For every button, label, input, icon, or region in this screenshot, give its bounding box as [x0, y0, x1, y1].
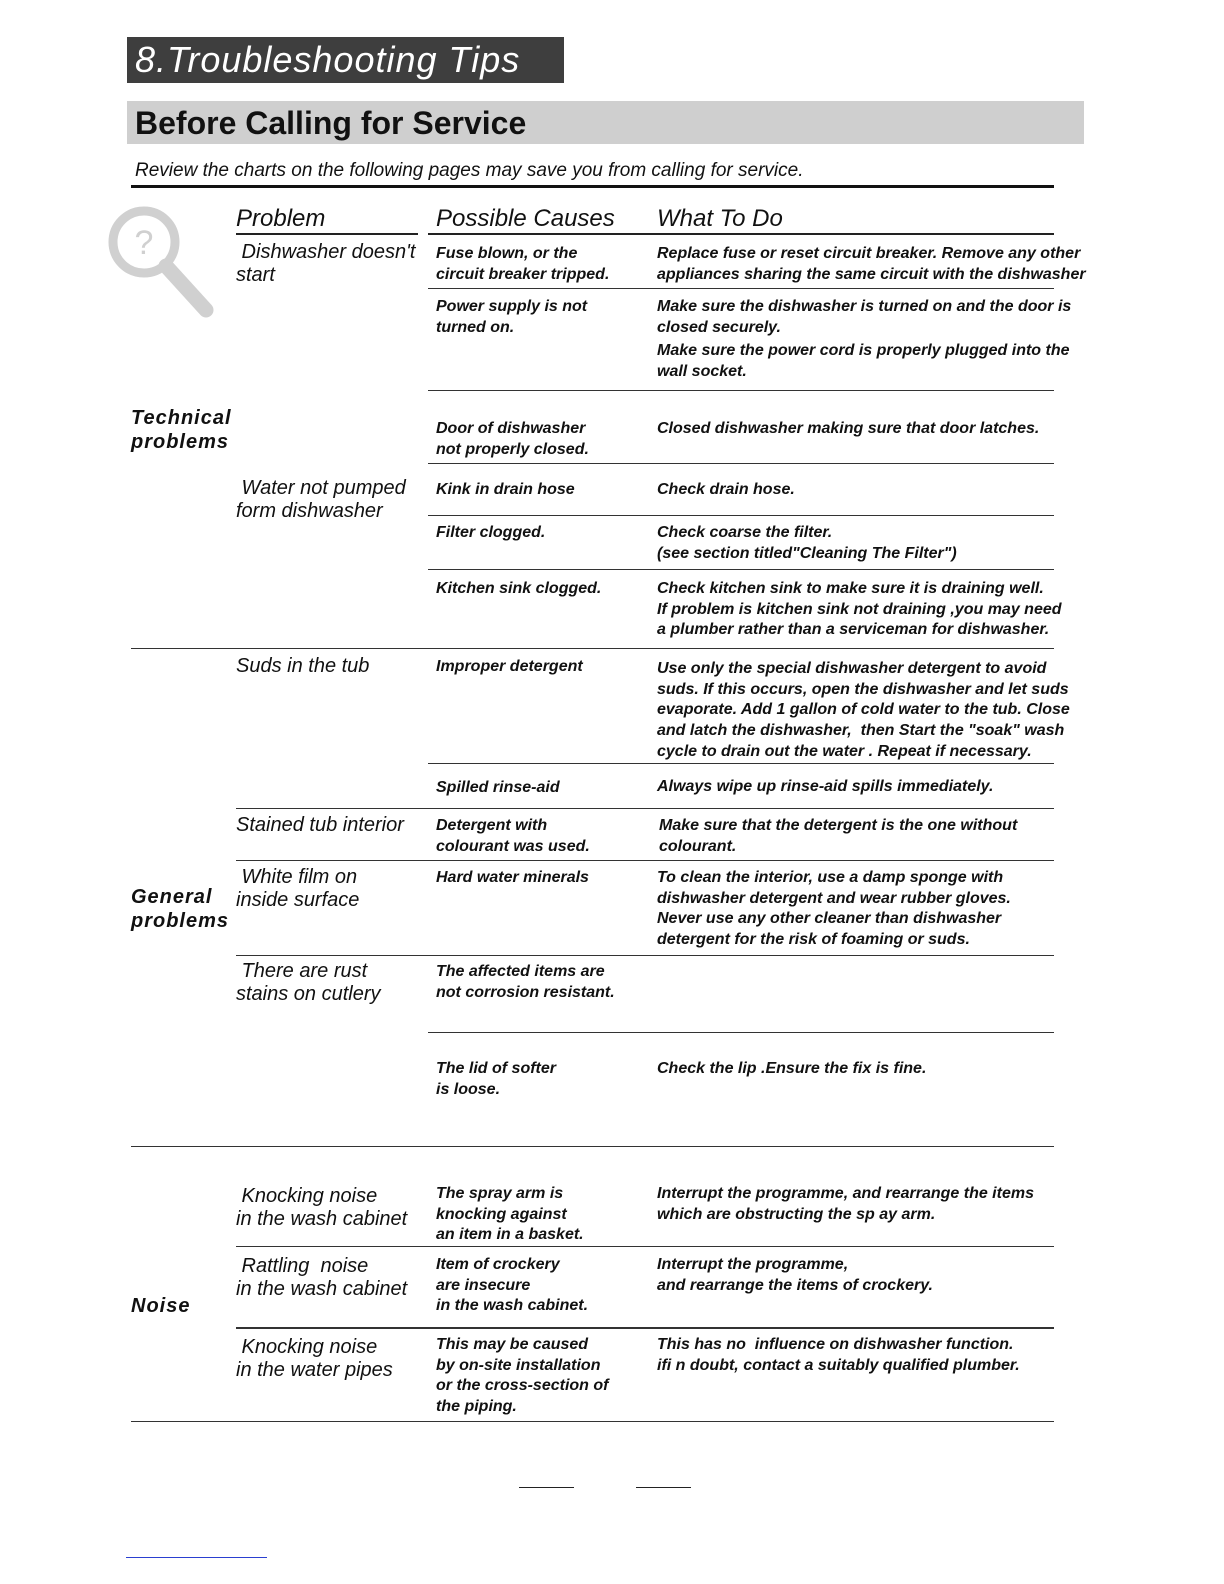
action-detergent-no-colourant: Make sure that the detergent is the one without colourant.	[659, 817, 1018, 855]
cause-sink-clogged: Kitchen sink clogged.	[436, 580, 602, 597]
problem-not-pumped: Water not pumped form dishwasher	[236, 477, 406, 522]
action-rearrange-items: Interrupt the programme, and rearrange the items which are obstructing the sp ay arm.	[657, 1185, 1034, 1223]
cause-spray-arm: The spray arm is knocking against an item in a basket.	[436, 1185, 584, 1244]
column-header-action: What To Do	[657, 205, 783, 232]
cause-kink-hose: Kink in drain hose	[436, 481, 575, 498]
action-wipe-spills: Always wipe up rinse-aid spills immediately.	[657, 778, 994, 795]
action-special-detergent: Use only the special dishwasher detergent to avoid suds. If this occurs, open the dishwasher and let suds evaporate. Add 1 gallon of cold water to the tub. Close and latch the dishwasher, then Start the "soak" wash cycle to drain out the water . Repeat if necessary.	[657, 660, 1070, 760]
footer-line	[126, 1557, 267, 1558]
row-divider	[428, 390, 1054, 391]
category-general: General problems	[131, 886, 230, 932]
action-check-lip: Check the lip .Ensure the fix is fine.	[657, 1060, 927, 1077]
action-replace-fuse: Replace fuse or reset circuit breaker. Remove any other appliances sharing the same circuit with the dishwasher	[657, 245, 1086, 283]
row-divider	[236, 860, 1054, 861]
svg-text:?: ?	[134, 224, 154, 262]
row-divider	[428, 763, 1054, 764]
row-divider	[236, 955, 1054, 956]
page-number-mark	[519, 1487, 574, 1488]
action-check-hose: Check drain hose.	[657, 481, 795, 498]
cause-colourant: Detergent with colourant was used.	[436, 817, 590, 855]
problem-stained-tub: Stained tub interior	[236, 814, 404, 836]
column-header-problem: Problem	[236, 205, 326, 232]
problem-rattling: Rattling noise in the wash cabinet	[236, 1255, 408, 1300]
action-clean-interior: To clean the interior, use a damp sponge with dishwasher detergent and wear rubber gloves. Never use any other cleaner than dishwasher detergent for the risk of foaming or suds.	[657, 869, 1011, 949]
page-number-mark	[636, 1487, 691, 1488]
row-divider	[428, 1032, 1054, 1033]
magnifier-question-icon	[104, 202, 219, 320]
column-rule-problem	[236, 233, 418, 235]
action-contact-plumber: This has no influence on dishwasher function. ifi n doubt, contact a suitably qualified plumber.	[657, 1336, 1020, 1374]
section-divider	[131, 1421, 1054, 1422]
action-check-filter: Check coarse the filter. (see section titled"Cleaning The Filter")	[657, 524, 957, 562]
section-title: 8.Troubleshooting Tips	[127, 37, 564, 83]
column-header-causes: Possible Causes	[436, 205, 615, 232]
section-divider	[131, 1146, 1054, 1147]
category-noise: Noise	[131, 1295, 191, 1317]
problem-rust-stains: There are rust stains on cutlery	[236, 960, 381, 1005]
row-divider	[428, 463, 1054, 464]
cause-lid-loose: The lid of softer is loose.	[436, 1060, 556, 1098]
action-turn-on: Make sure the dishwasher is turned on and the door is closed securely.	[657, 298, 1072, 336]
intro-text: Review the charts on the following pages may save you from calling for service.	[135, 160, 804, 181]
cause-spilled-rinse-aid: Spilled rinse-aid	[436, 779, 560, 796]
problem-suds: Suds in the tub	[236, 655, 370, 677]
cause-power-off: Power supply is not turned on.	[436, 298, 588, 336]
cause-crockery-insecure: Item of crockery are insecure in the wash cabinet.	[436, 1256, 589, 1315]
intro-divider	[131, 185, 1054, 188]
page-subtitle: Before Calling for Service	[127, 101, 1084, 144]
row-divider	[428, 288, 1054, 289]
cause-filter-clogged: Filter clogged.	[436, 524, 546, 541]
cause-improper-detergent: Improper detergent	[436, 658, 583, 675]
problem-knocking-pipes: Knocking noise in the water pipes	[236, 1336, 393, 1381]
row-divider	[236, 1246, 1054, 1247]
cause-hard-water: Hard water minerals	[436, 869, 589, 886]
row-divider	[428, 515, 1054, 516]
row-divider	[428, 569, 1054, 570]
section-divider	[131, 648, 1054, 649]
action-close-door: Closed dishwasher making sure that door latches.	[657, 420, 1040, 437]
action-power-cord: Make sure the power cord is properly plugged into the wall socket.	[657, 342, 1070, 380]
problem-white-film: White film on inside surface	[236, 866, 360, 911]
category-technical: Technical problems	[131, 407, 232, 453]
cause-fuse-blown: Fuse blown, or the circuit breaker tripped.	[436, 245, 610, 283]
row-divider	[236, 1327, 1054, 1329]
row-divider	[236, 808, 1054, 809]
problem-knocking-cabinet: Knocking noise in the wash cabinet	[236, 1185, 408, 1230]
cause-door-open: Door of dishwasher not properly closed.	[436, 420, 589, 458]
column-rule-causes	[428, 233, 1054, 235]
action-check-sink: Check kitchen sink to make sure it is draining well. If problem is kitchen sink not draining ,you may need a plumber rather than a serviceman for dishwasher.	[657, 580, 1062, 639]
action-rearrange-crockery: Interrupt the programme, and rearrange the items of crockery.	[657, 1256, 933, 1294]
problem-no-start: Dishwasher doesn't start	[236, 241, 416, 286]
cause-installation: This may be caused by on-site installation or the cross-section of the piping.	[436, 1336, 609, 1416]
cause-not-corrosion-resistant: The affected items are not corrosion resistant.	[436, 963, 615, 1001]
